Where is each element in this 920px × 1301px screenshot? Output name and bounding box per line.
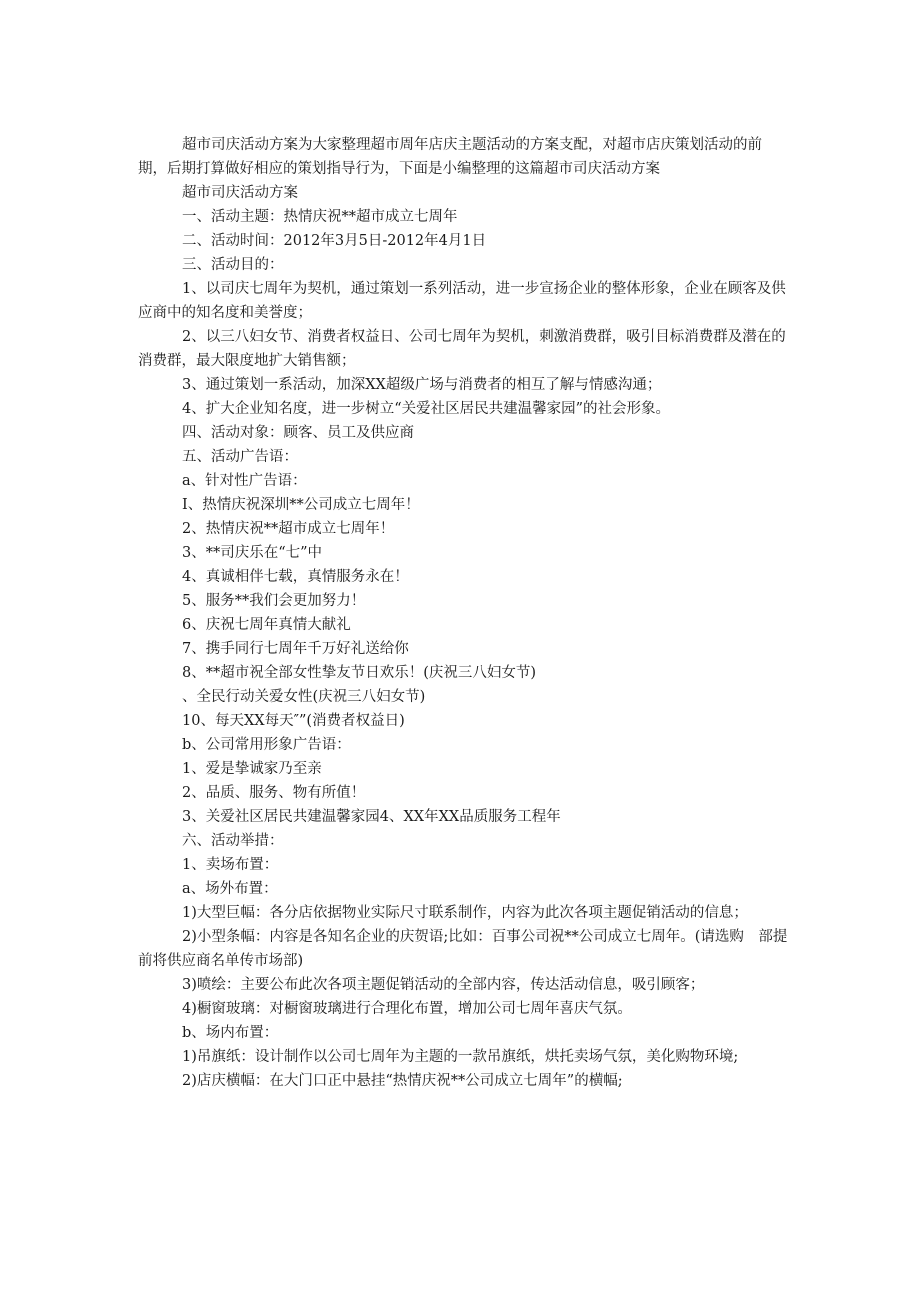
purpose-item-4: 4、扩大企业知名度，进一步树立“关爱社区居民共建温馨家园”的社会形象。 xyxy=(182,401,671,417)
outdoor-item-2: 2)小型条幅：内容是各知名企业的庆贺语;比如：百事公司祝**公司成立七周年。(请选购 部提前将供应商名单传市场部) xyxy=(138,929,788,969)
measure-outdoor: a、场外布置： xyxy=(182,881,278,897)
indoor-item-1: 1)吊旗纸：设计制作以公司七周年为主题的一款吊旗纸，烘托卖场气氛，美化购物环境; xyxy=(182,1049,739,1065)
slogan-item: 6、庆祝七周年真情大献礼 xyxy=(182,617,351,633)
outdoor-item-4: 4)橱窗玻璃：对橱窗玻璃进行合理化布置，增加公司七周年喜庆气氛。 xyxy=(182,1001,632,1017)
image-slogan-item: 1、爱是挚诚家乃至亲 xyxy=(182,761,322,777)
image-slogan-item: 2、品质、服务、物有所值！ xyxy=(182,785,366,801)
slogan-item: 10、每天XX每天″”(消费者权益日) xyxy=(182,713,405,729)
measure-indoor: b、场内布置： xyxy=(182,1025,279,1041)
section-time: 二、活动时间：2012年3月5日-2012年4月1日 xyxy=(182,233,487,249)
slogan-item: 2、热情庆祝**超市成立七周年！ xyxy=(182,521,395,537)
intro-paragraph: 超市司庆活动方案为大家整理超市周年店庆主题活动的方案支配，对超市店庆策划活动的前期，后期打算做好相应的策划指导行为，下面是小编整理的这篇超市司庆活动方案 xyxy=(138,137,762,177)
section-purpose: 三、活动目的： xyxy=(182,257,284,273)
slogan-item: 、全民行动关爱女性(庆祝三八妇女节) xyxy=(182,689,426,705)
slogan-item: 4、真诚相伴七载，真情服务永在！ xyxy=(182,569,409,585)
slogan-group-b: b、公司常用形象广告语： xyxy=(182,737,351,753)
outdoor-item-1: 1)大型巨幅：各分店依据物业实际尺寸联系制作，内容为此次各项主题促销活动的信息； xyxy=(182,905,748,921)
document-body xyxy=(138,133,788,1093)
purpose-item-1: 1、以司庆七周年为契机，通过策划一系列活动，进一步宣扬企业的整体形象，企业在顾客及供应商中的知名度和美誉度； xyxy=(138,281,786,321)
document-title: 超市司庆活动方案 xyxy=(182,185,298,201)
section-audience: 四、活动对象：顾客、员工及供应商 xyxy=(182,425,414,441)
image-slogan-item: 3、关爱社区居民共建温馨家园4、XX年XX品质服务工程年 xyxy=(182,809,561,825)
purpose-item-2: 2、以三八妇女节、消费者权益日、公司七周年为契机，刺激消费群，吸引目标消费群及潜在的消费群，最大限度地扩大销售额； xyxy=(138,329,786,369)
section-measures: 六、活动举措： xyxy=(182,833,284,849)
slogan-item: 3、**司庆乐在“七”中 xyxy=(182,545,323,561)
slogan-item: I、热情庆祝深圳**公司成立七周年！ xyxy=(182,497,420,513)
slogan-item: 5、服务**我们会更加努力！ xyxy=(182,593,366,609)
section-slogans: 五、活动广告语： xyxy=(182,449,298,465)
indoor-item-2: 2)店庆横幅：在大门口正中悬挂“热情庆祝**公司成立七周年”的横幅; xyxy=(182,1073,623,1089)
section-theme: 一、活动主题：热情庆祝**超市成立七周年 xyxy=(182,209,458,225)
slogan-item: 8、**超市祝全部女性挚友节日欢乐！(庆祝三八妇女节) xyxy=(182,665,537,681)
outdoor-item-3: 3)喷绘：主要公布此次各项主题促销活动的全部内容，传达活动信息，吸引顾客； xyxy=(182,977,705,993)
slogan-group-a: a、针对性广告语： xyxy=(182,473,307,489)
slogan-item: 7、携手同行七周年千万好礼送给你 xyxy=(182,641,409,657)
measure-store-layout: 1、卖场布置： xyxy=(182,857,279,873)
purpose-item-3: 3、通过策划一系活动，加深XX超级广场与消费者的相互了解与情感沟通； xyxy=(182,377,662,393)
